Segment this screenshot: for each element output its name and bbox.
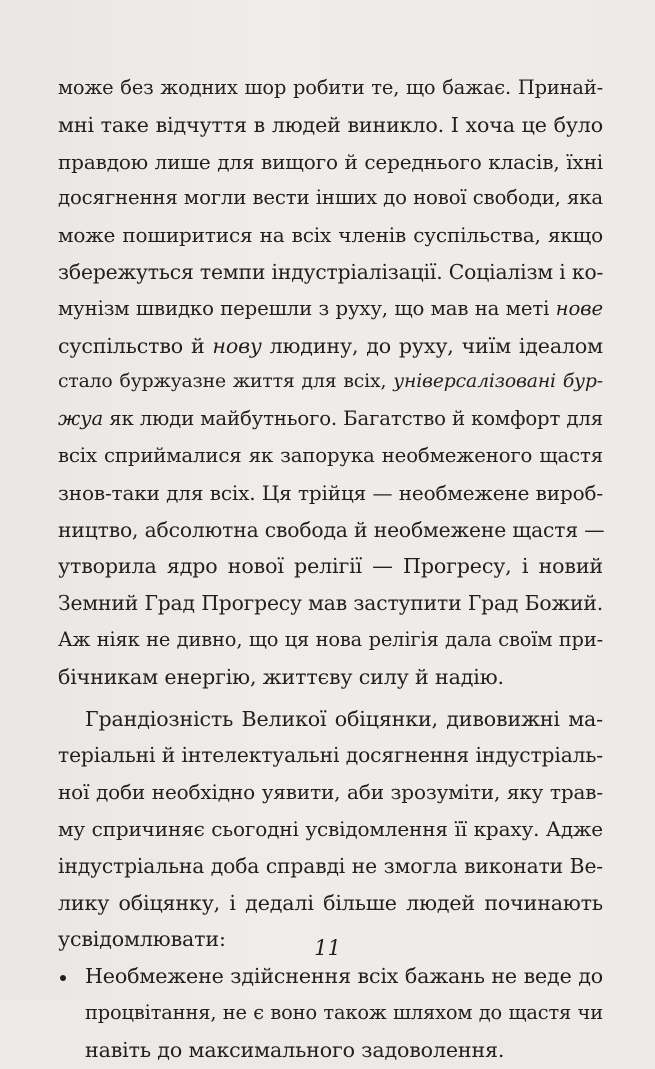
text-line: всіх сприймалися як запорука необмеженого щастя <box>58 443 603 467</box>
text-line: му спричиняє сьогодні усвідомлення її краху. Адже <box>58 816 603 841</box>
text-line: досягнення могли вести інших до нової свободи, яка <box>58 186 603 210</box>
text-line <box>58 328 603 365</box>
text-line <box>58 364 603 401</box>
italic-word: жуа <box>58 407 104 431</box>
text-line: Грандіозність Великої обіцянки, дивовижні ма- <box>85 706 603 731</box>
text-line: Аж ніяк не дивно, що ця нова релігія дала своїм при- <box>58 627 603 651</box>
text-line: Необмежене здійснення всіх бажань не веде до <box>85 964 603 989</box>
text-segment: як люди майбутнього. Багатство й комфорт для <box>103 407 603 431</box>
text-line: мні таке відчуття в людей виникло. І хоча це було <box>58 112 603 137</box>
text-line: може поширитися на всіх членів суспільства, якщо <box>58 223 603 248</box>
text-line: усвідомлювати: <box>58 927 226 952</box>
body-text <box>58 70 603 1069</box>
text-segment: стало буржуазне життя для всіх, <box>58 371 394 393</box>
text-line: збережуться темпи індустріалізації. Соціалізм і ко- <box>58 259 604 284</box>
text-segment: мунізм швидко перешли з руху, що мав на меті <box>58 296 556 320</box>
text-line: ної доби необхідно уявити, аби зрозуміти, яку трав- <box>58 780 603 805</box>
italic-word: нову <box>212 333 262 358</box>
text-segment: суспільство й <box>58 333 213 358</box>
text-line: правдою лише для вищого й середнього класів, їхні <box>58 149 603 174</box>
text-line: знов-таки для всіх. Ця трійця — необмежене вироб- <box>58 480 603 505</box>
text-line: бічникам енергію, життєву силу й надію. <box>58 664 504 689</box>
page-number: 11 <box>314 936 341 960</box>
paragraph <box>58 701 603 959</box>
bullet-list-item <box>58 958 603 1068</box>
text-line: індустріальна доба справді не змогла виконати Ве- <box>58 853 603 878</box>
text-line <box>58 291 603 328</box>
text-line: навіть до максимального задоволення. <box>85 1037 505 1062</box>
text-line: ництво, абсолютна свобода й необмежене щастя — <box>58 517 605 542</box>
italic-word: нове <box>555 296 603 320</box>
paragraph <box>58 70 603 696</box>
text-line: утворила ядро нової релігії — Прогресу, і новий <box>58 554 603 579</box>
italic-phrase: універсалізовані бур- <box>393 371 603 393</box>
text-segment: людину, до руху, чиїм ідеалом <box>261 333 603 358</box>
text-line: процвітання, не є воно також шляхом до щастя чи <box>85 1000 603 1024</box>
text-line: може без жодних шор робити те, що бажає. Принай- <box>58 76 603 99</box>
text-line <box>58 401 603 438</box>
text-line: теріальні й інтелектуальні досягнення індустріаль- <box>58 743 603 768</box>
text-line: Земний Град Прогресу мав заступити Град Божий. <box>58 591 603 616</box>
text-line: лику обіцянку, і дедалі більше людей починають <box>58 890 603 915</box>
